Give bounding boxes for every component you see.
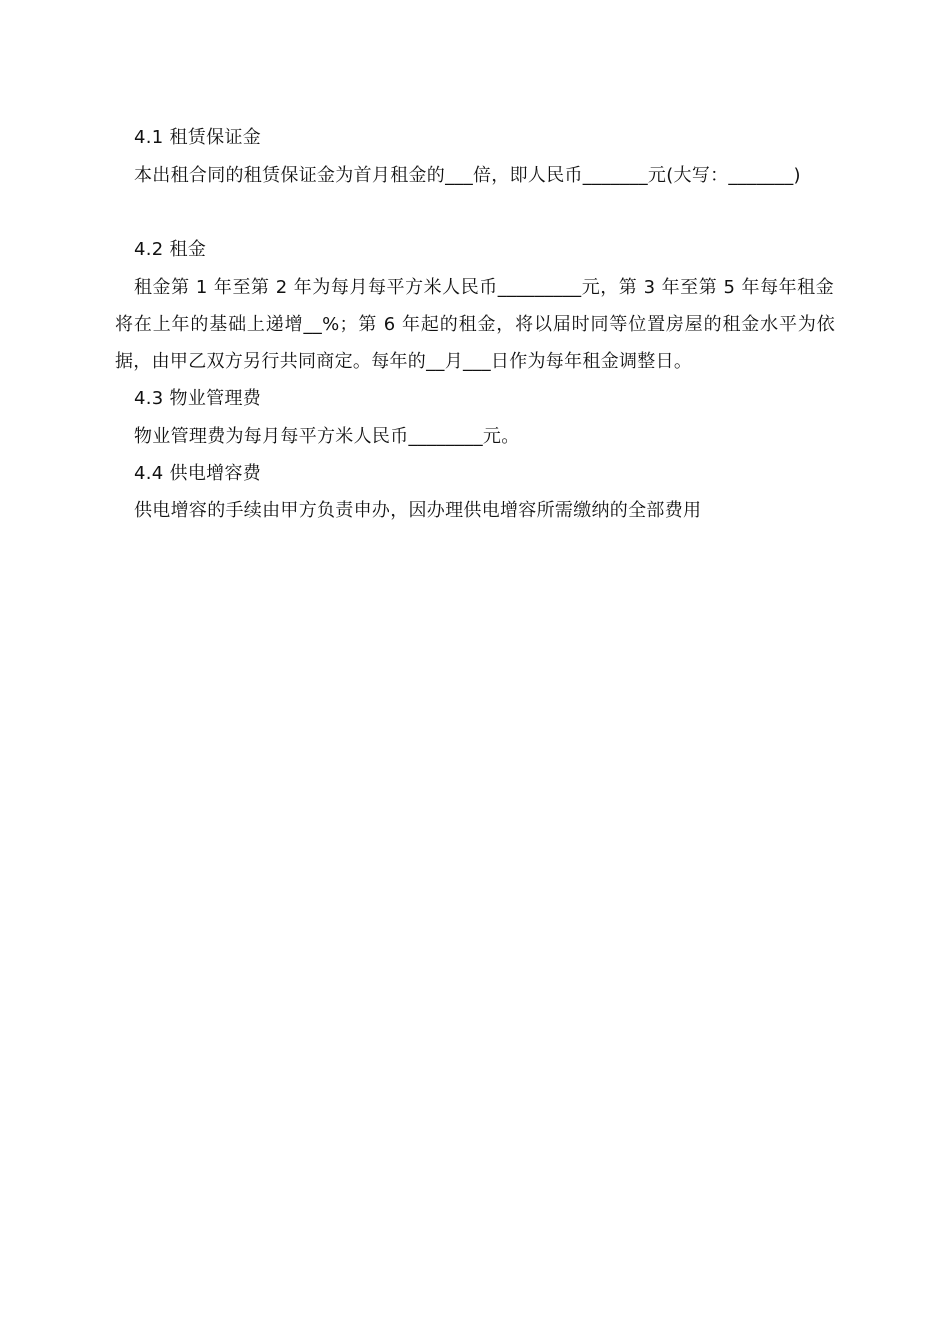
section-heading-4-1: 4.1 租赁保证金 (134, 127, 262, 148)
paragraph-line: 将在上年的基础上递增__%；第 6 年起的租金，将以届时同等位置房屋的租金水平为依 (115, 314, 835, 335)
paragraph-line: 供电增容的手续由甲方负责申办，因办理供电增容所需缴纳的全部费用 (134, 500, 702, 521)
paragraph-line: 本出租合同的租赁保证金为首月租金的___倍，即人民币_______元(大写：_______) (134, 165, 801, 186)
section-heading-4-2: 4.2 租金 (134, 239, 207, 260)
section-heading-4-4: 4.4 供电增容费 (134, 463, 262, 484)
paragraph-line: 据，由甲乙双方另行共同商定。每年的__月___日作为每年租金调整日。 (115, 351, 693, 372)
paragraph-line: 物业管理费为每月每平方米人民币________元。 (134, 426, 520, 447)
section-heading-4-3: 4.3 物业管理费 (134, 388, 262, 409)
paragraph-line: 租金第 1 年至第 2 年为每月每平方米人民币_________元，第 3 年至第 5 年每年租金 (134, 277, 834, 298)
